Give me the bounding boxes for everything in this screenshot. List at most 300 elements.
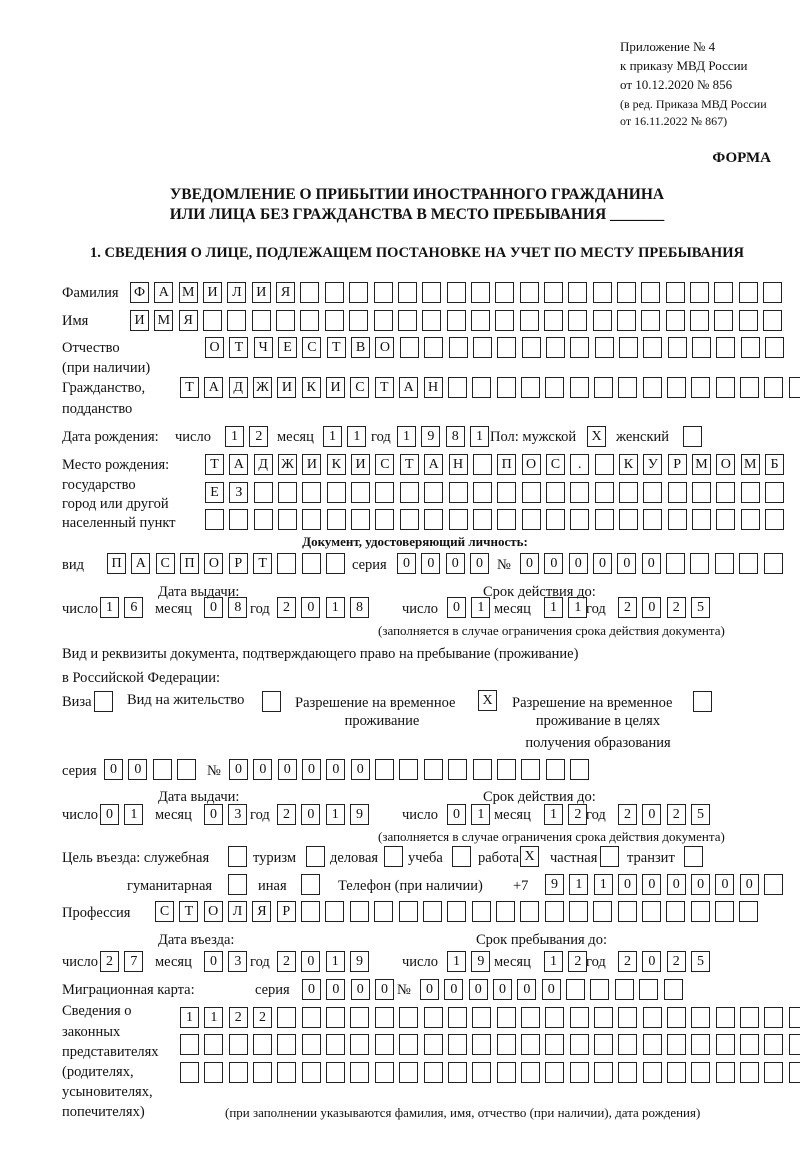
char-cell[interactable]	[590, 979, 609, 1000]
char-cell[interactable]	[302, 553, 321, 574]
char-cell[interactable]	[765, 482, 784, 503]
char-cell[interactable]	[716, 1034, 735, 1055]
char-cell[interactable]	[619, 482, 638, 503]
char-cell[interactable]: А	[424, 454, 443, 475]
char-cell[interactable]: Р	[229, 553, 248, 574]
char-cell[interactable]	[716, 1062, 735, 1083]
char-cell[interactable]	[789, 1062, 800, 1083]
char-cell[interactable]	[495, 310, 514, 331]
char-cell[interactable]	[594, 377, 613, 398]
char-cell[interactable]	[448, 1034, 467, 1055]
char-cell[interactable]	[449, 337, 468, 358]
char-cell[interactable]	[546, 482, 565, 503]
char-cell[interactable]	[764, 553, 783, 574]
char-cell[interactable]	[180, 1034, 199, 1055]
char-cell[interactable]	[690, 282, 709, 303]
char-cell[interactable]: О	[522, 454, 541, 475]
char-cell[interactable]	[641, 310, 660, 331]
char-cell[interactable]: 0	[667, 874, 686, 895]
char-cell[interactable]: Ж	[278, 454, 297, 475]
char-cell[interactable]	[302, 1034, 321, 1055]
char-cell[interactable]	[715, 553, 734, 574]
char-cell[interactable]: Л	[228, 901, 247, 922]
char-cell[interactable]	[447, 901, 466, 922]
char-cell[interactable]: 1	[323, 426, 342, 447]
char-cell[interactable]	[740, 1034, 759, 1055]
char-cell[interactable]: 9	[471, 951, 490, 972]
char-cell[interactable]	[740, 1062, 759, 1083]
char-cell[interactable]: 0	[470, 553, 489, 574]
char-cell[interactable]: 0	[642, 804, 661, 825]
char-cell[interactable]: 3	[228, 951, 247, 972]
char-cell[interactable]: 9	[350, 804, 369, 825]
char-cell[interactable]	[619, 337, 638, 358]
char-cell[interactable]	[424, 509, 443, 530]
char-cell[interactable]	[374, 282, 393, 303]
char-cell[interactable]	[570, 337, 589, 358]
char-cell[interactable]	[205, 509, 224, 530]
char-cell[interactable]	[690, 310, 709, 331]
char-cell[interactable]	[667, 1007, 686, 1028]
char-cell[interactable]: И	[351, 454, 370, 475]
char-cell[interactable]: М	[692, 454, 711, 475]
char-cell[interactable]: 0	[326, 979, 345, 1000]
char-cell[interactable]	[595, 454, 614, 475]
char-cell[interactable]	[473, 337, 492, 358]
char-cell[interactable]: 1	[326, 951, 345, 972]
char-cell[interactable]	[570, 482, 589, 503]
char-cell[interactable]	[473, 454, 492, 475]
char-cell[interactable]: М	[179, 282, 198, 303]
char-cell[interactable]	[619, 509, 638, 530]
char-cell[interactable]: З	[229, 482, 248, 503]
char-cell[interactable]	[545, 1062, 564, 1083]
char-cell[interactable]: Р	[668, 454, 687, 475]
char-cell[interactable]	[739, 901, 758, 922]
char-cell[interactable]: П	[180, 553, 199, 574]
char-cell[interactable]: Т	[180, 377, 199, 398]
char-cell[interactable]: Д	[254, 454, 273, 475]
char-cell[interactable]	[691, 901, 710, 922]
char-cell[interactable]: 2	[277, 951, 296, 972]
char-cell[interactable]	[691, 1062, 710, 1083]
char-cell[interactable]	[545, 901, 564, 922]
char-cell[interactable]	[789, 377, 800, 398]
char-cell[interactable]	[399, 1034, 418, 1055]
char-cell[interactable]: 1	[447, 951, 466, 972]
char-cell[interactable]	[595, 482, 614, 503]
char-cell[interactable]	[667, 377, 686, 398]
char-cell[interactable]: 1	[470, 426, 489, 447]
char-cell[interactable]: 0	[128, 759, 147, 780]
char-cell[interactable]	[764, 1034, 783, 1055]
char-cell[interactable]	[642, 901, 661, 922]
char-cell[interactable]	[423, 901, 442, 922]
char-cell[interactable]: 8	[446, 426, 465, 447]
char-cell[interactable]: 0	[542, 979, 561, 1000]
char-cell[interactable]	[496, 901, 515, 922]
char-cell[interactable]	[546, 509, 565, 530]
char-cell[interactable]	[374, 310, 393, 331]
char-cell[interactable]: М	[154, 310, 173, 331]
char-cell[interactable]	[716, 482, 735, 503]
char-cell[interactable]: 1	[568, 597, 587, 618]
char-cell[interactable]	[764, 874, 783, 895]
char-cell[interactable]: 1	[347, 426, 366, 447]
char-cell[interactable]: 8	[350, 597, 369, 618]
char-cell[interactable]	[422, 282, 441, 303]
char-cell[interactable]	[522, 509, 541, 530]
char-cell[interactable]: И	[203, 282, 222, 303]
char-cell[interactable]	[447, 310, 466, 331]
char-cell[interactable]	[473, 509, 492, 530]
char-cell[interactable]: 2	[618, 597, 637, 618]
char-cell[interactable]: 3	[228, 804, 247, 825]
char-cell[interactable]	[229, 1034, 248, 1055]
char-cell[interactable]: М	[741, 454, 760, 475]
char-cell[interactable]	[302, 1007, 321, 1028]
checkbox[interactable]	[683, 426, 702, 447]
char-cell[interactable]: 5	[691, 804, 710, 825]
char-cell[interactable]	[740, 377, 759, 398]
char-cell[interactable]: Д	[229, 377, 248, 398]
char-cell[interactable]: 0	[544, 553, 563, 574]
char-cell[interactable]	[325, 901, 344, 922]
char-cell[interactable]: Я	[252, 901, 271, 922]
char-cell[interactable]: 0	[301, 951, 320, 972]
char-cell[interactable]	[350, 1034, 369, 1055]
char-cell[interactable]: 0	[469, 979, 488, 1000]
char-cell[interactable]	[203, 310, 222, 331]
char-cell[interactable]	[789, 1007, 800, 1028]
char-cell[interactable]: 0	[444, 979, 463, 1000]
char-cell[interactable]	[522, 337, 541, 358]
char-cell[interactable]	[764, 1062, 783, 1083]
char-cell[interactable]: И	[130, 310, 149, 331]
char-cell[interactable]	[666, 282, 685, 303]
char-cell[interactable]	[566, 979, 585, 1000]
char-cell[interactable]: 0	[420, 979, 439, 1000]
char-cell[interactable]: У	[643, 454, 662, 475]
char-cell[interactable]	[643, 337, 662, 358]
char-cell[interactable]	[643, 1062, 662, 1083]
char-cell[interactable]	[229, 1062, 248, 1083]
char-cell[interactable]: 2	[277, 597, 296, 618]
char-cell[interactable]: Л	[227, 282, 246, 303]
char-cell[interactable]	[278, 482, 297, 503]
char-cell[interactable]	[277, 1062, 296, 1083]
char-cell[interactable]: 0	[229, 759, 248, 780]
char-cell[interactable]	[252, 310, 271, 331]
char-cell[interactable]	[522, 482, 541, 503]
char-cell[interactable]	[639, 979, 658, 1000]
char-cell[interactable]	[763, 282, 782, 303]
checkbox[interactable]: X	[587, 426, 606, 447]
char-cell[interactable]: А	[131, 553, 150, 574]
char-cell[interactable]: О	[716, 454, 735, 475]
char-cell[interactable]	[643, 1007, 662, 1028]
char-cell[interactable]	[716, 377, 735, 398]
char-cell[interactable]: 9	[545, 874, 564, 895]
char-cell[interactable]: 0	[642, 553, 661, 574]
char-cell[interactable]	[666, 901, 685, 922]
char-cell[interactable]	[472, 1034, 491, 1055]
char-cell[interactable]: 5	[691, 597, 710, 618]
char-cell[interactable]	[422, 310, 441, 331]
char-cell[interactable]	[763, 310, 782, 331]
char-cell[interactable]: Е	[278, 337, 297, 358]
char-cell[interactable]	[276, 310, 295, 331]
char-cell[interactable]	[520, 310, 539, 331]
char-cell[interactable]: 0	[520, 553, 539, 574]
char-cell[interactable]	[714, 282, 733, 303]
char-cell[interactable]	[153, 759, 172, 780]
char-cell[interactable]: 1	[471, 597, 490, 618]
char-cell[interactable]: 1	[569, 874, 588, 895]
checkbox[interactable]	[262, 691, 281, 712]
char-cell[interactable]	[764, 1007, 783, 1028]
char-cell[interactable]	[667, 1062, 686, 1083]
char-cell[interactable]	[449, 482, 468, 503]
checkbox[interactable]	[452, 846, 471, 867]
char-cell[interactable]: 2	[618, 804, 637, 825]
char-cell[interactable]	[399, 1007, 418, 1028]
char-cell[interactable]	[229, 509, 248, 530]
char-cell[interactable]: Е	[205, 482, 224, 503]
char-cell[interactable]: 0	[715, 874, 734, 895]
char-cell[interactable]	[570, 1007, 589, 1028]
char-cell[interactable]: Ж	[253, 377, 272, 398]
checkbox[interactable]: X	[520, 846, 539, 867]
checkbox[interactable]	[301, 874, 320, 895]
char-cell[interactable]	[595, 337, 614, 358]
char-cell[interactable]: 2	[253, 1007, 272, 1028]
char-cell[interactable]	[349, 282, 368, 303]
char-cell[interactable]: Я	[179, 310, 198, 331]
char-cell[interactable]	[570, 1062, 589, 1083]
char-cell[interactable]	[668, 337, 687, 358]
char-cell[interactable]	[546, 337, 565, 358]
checkbox[interactable]	[228, 846, 247, 867]
char-cell[interactable]: 0	[517, 979, 536, 1000]
char-cell[interactable]	[424, 482, 443, 503]
char-cell[interactable]	[351, 482, 370, 503]
char-cell[interactable]	[300, 282, 319, 303]
char-cell[interactable]: 2	[667, 597, 686, 618]
char-cell[interactable]	[497, 509, 516, 530]
char-cell[interactable]: 0	[253, 759, 272, 780]
checkbox[interactable]	[306, 846, 325, 867]
char-cell[interactable]	[691, 1034, 710, 1055]
char-cell[interactable]	[204, 1034, 223, 1055]
char-cell[interactable]: С	[375, 454, 394, 475]
char-cell[interactable]	[765, 509, 784, 530]
char-cell[interactable]: 1	[544, 951, 563, 972]
char-cell[interactable]: 2	[100, 951, 119, 972]
char-cell[interactable]	[254, 509, 273, 530]
char-cell[interactable]	[449, 509, 468, 530]
char-cell[interactable]	[545, 1007, 564, 1028]
checkbox[interactable]	[228, 874, 247, 895]
char-cell[interactable]: 1	[326, 597, 345, 618]
char-cell[interactable]: 1	[544, 804, 563, 825]
char-cell[interactable]: Т	[179, 901, 198, 922]
char-cell[interactable]: Н	[424, 377, 443, 398]
char-cell[interactable]	[374, 901, 393, 922]
char-cell[interactable]	[520, 901, 539, 922]
checkbox[interactable]	[600, 846, 619, 867]
char-cell[interactable]	[740, 1007, 759, 1028]
char-cell[interactable]: Ф	[130, 282, 149, 303]
char-cell[interactable]	[326, 1034, 345, 1055]
char-cell[interactable]: И	[326, 377, 345, 398]
char-cell[interactable]	[302, 482, 321, 503]
char-cell[interactable]	[544, 282, 563, 303]
char-cell[interactable]	[716, 337, 735, 358]
char-cell[interactable]: 6	[124, 597, 143, 618]
char-cell[interactable]	[618, 901, 637, 922]
char-cell[interactable]	[668, 509, 687, 530]
char-cell[interactable]	[714, 310, 733, 331]
char-cell[interactable]	[495, 282, 514, 303]
char-cell[interactable]	[325, 310, 344, 331]
char-cell[interactable]	[618, 1007, 637, 1028]
char-cell[interactable]	[691, 377, 710, 398]
char-cell[interactable]	[326, 1062, 345, 1083]
char-cell[interactable]: 2	[618, 951, 637, 972]
char-cell[interactable]: 0	[351, 759, 370, 780]
char-cell[interactable]: 0	[104, 759, 123, 780]
char-cell[interactable]: 1	[124, 804, 143, 825]
checkbox[interactable]	[384, 846, 403, 867]
char-cell[interactable]: 0	[447, 804, 466, 825]
char-cell[interactable]	[546, 759, 565, 780]
char-cell[interactable]: Я	[276, 282, 295, 303]
char-cell[interactable]: 0	[493, 979, 512, 1000]
char-cell[interactable]: 0	[278, 759, 297, 780]
char-cell[interactable]: Т	[205, 454, 224, 475]
char-cell[interactable]: 0	[421, 553, 440, 574]
char-cell[interactable]	[375, 1034, 394, 1055]
char-cell[interactable]: А	[204, 377, 223, 398]
char-cell[interactable]	[715, 901, 734, 922]
char-cell[interactable]: К	[302, 377, 321, 398]
char-cell[interactable]: 0	[301, 597, 320, 618]
char-cell[interactable]: Т	[229, 337, 248, 358]
char-cell[interactable]	[497, 1007, 516, 1028]
char-cell[interactable]: К	[619, 454, 638, 475]
char-cell[interactable]	[180, 1062, 199, 1083]
char-cell[interactable]	[400, 482, 419, 503]
char-cell[interactable]	[570, 377, 589, 398]
char-cell[interactable]	[448, 759, 467, 780]
char-cell[interactable]	[472, 1007, 491, 1028]
char-cell[interactable]: К	[327, 454, 346, 475]
char-cell[interactable]	[424, 759, 443, 780]
char-cell[interactable]	[253, 1034, 272, 1055]
char-cell[interactable]	[593, 282, 612, 303]
char-cell[interactable]	[204, 1062, 223, 1083]
char-cell[interactable]	[254, 482, 273, 503]
char-cell[interactable]: И	[252, 282, 271, 303]
char-cell[interactable]	[692, 482, 711, 503]
char-cell[interactable]	[177, 759, 196, 780]
char-cell[interactable]	[521, 759, 540, 780]
char-cell[interactable]	[666, 553, 685, 574]
char-cell[interactable]	[741, 337, 760, 358]
char-cell[interactable]: 9	[350, 951, 369, 972]
char-cell[interactable]: 0	[375, 979, 394, 1000]
char-cell[interactable]: 0	[351, 979, 370, 1000]
char-cell[interactable]	[690, 553, 709, 574]
char-cell[interactable]	[300, 310, 319, 331]
char-cell[interactable]: С	[156, 553, 175, 574]
char-cell[interactable]	[594, 1007, 613, 1028]
char-cell[interactable]	[568, 310, 587, 331]
checkbox[interactable]	[693, 691, 712, 712]
char-cell[interactable]: 2	[568, 951, 587, 972]
char-cell[interactable]: 2	[667, 951, 686, 972]
char-cell[interactable]	[472, 1062, 491, 1083]
char-cell[interactable]: 0	[593, 553, 612, 574]
char-cell[interactable]: 1	[544, 597, 563, 618]
char-cell[interactable]: Т	[400, 454, 419, 475]
char-cell[interactable]	[641, 282, 660, 303]
char-cell[interactable]: 2	[249, 426, 268, 447]
char-cell[interactable]: 0	[617, 553, 636, 574]
char-cell[interactable]	[615, 979, 634, 1000]
char-cell[interactable]: 1	[100, 597, 119, 618]
char-cell[interactable]: Т	[253, 553, 272, 574]
char-cell[interactable]: П	[107, 553, 126, 574]
char-cell[interactable]	[398, 282, 417, 303]
char-cell[interactable]	[521, 1034, 540, 1055]
char-cell[interactable]	[472, 377, 491, 398]
char-cell[interactable]	[277, 1034, 296, 1055]
char-cell[interactable]	[593, 901, 612, 922]
char-cell[interactable]	[375, 759, 394, 780]
char-cell[interactable]: Б	[765, 454, 784, 475]
char-cell[interactable]: 9	[421, 426, 440, 447]
char-cell[interactable]	[618, 1062, 637, 1083]
char-cell[interactable]	[520, 282, 539, 303]
char-cell[interactable]: В	[351, 337, 370, 358]
char-cell[interactable]	[350, 1062, 369, 1083]
char-cell[interactable]: 0	[301, 804, 320, 825]
char-cell[interactable]: 0	[740, 874, 759, 895]
char-cell[interactable]	[667, 1034, 686, 1055]
char-cell[interactable]: Т	[375, 377, 394, 398]
char-cell[interactable]	[545, 377, 564, 398]
char-cell[interactable]	[473, 759, 492, 780]
char-cell[interactable]: И	[302, 454, 321, 475]
char-cell[interactable]	[594, 1034, 613, 1055]
char-cell[interactable]	[447, 282, 466, 303]
char-cell[interactable]: А	[154, 282, 173, 303]
char-cell[interactable]	[716, 509, 735, 530]
char-cell[interactable]	[765, 337, 784, 358]
char-cell[interactable]: О	[204, 553, 223, 574]
char-cell[interactable]	[399, 759, 418, 780]
char-cell[interactable]	[424, 1007, 443, 1028]
char-cell[interactable]: 0	[397, 553, 416, 574]
char-cell[interactable]	[448, 1062, 467, 1083]
checkbox[interactable]	[94, 691, 113, 712]
char-cell[interactable]: С	[350, 377, 369, 398]
char-cell[interactable]: .	[570, 454, 589, 475]
char-cell[interactable]	[570, 509, 589, 530]
char-cell[interactable]	[643, 509, 662, 530]
